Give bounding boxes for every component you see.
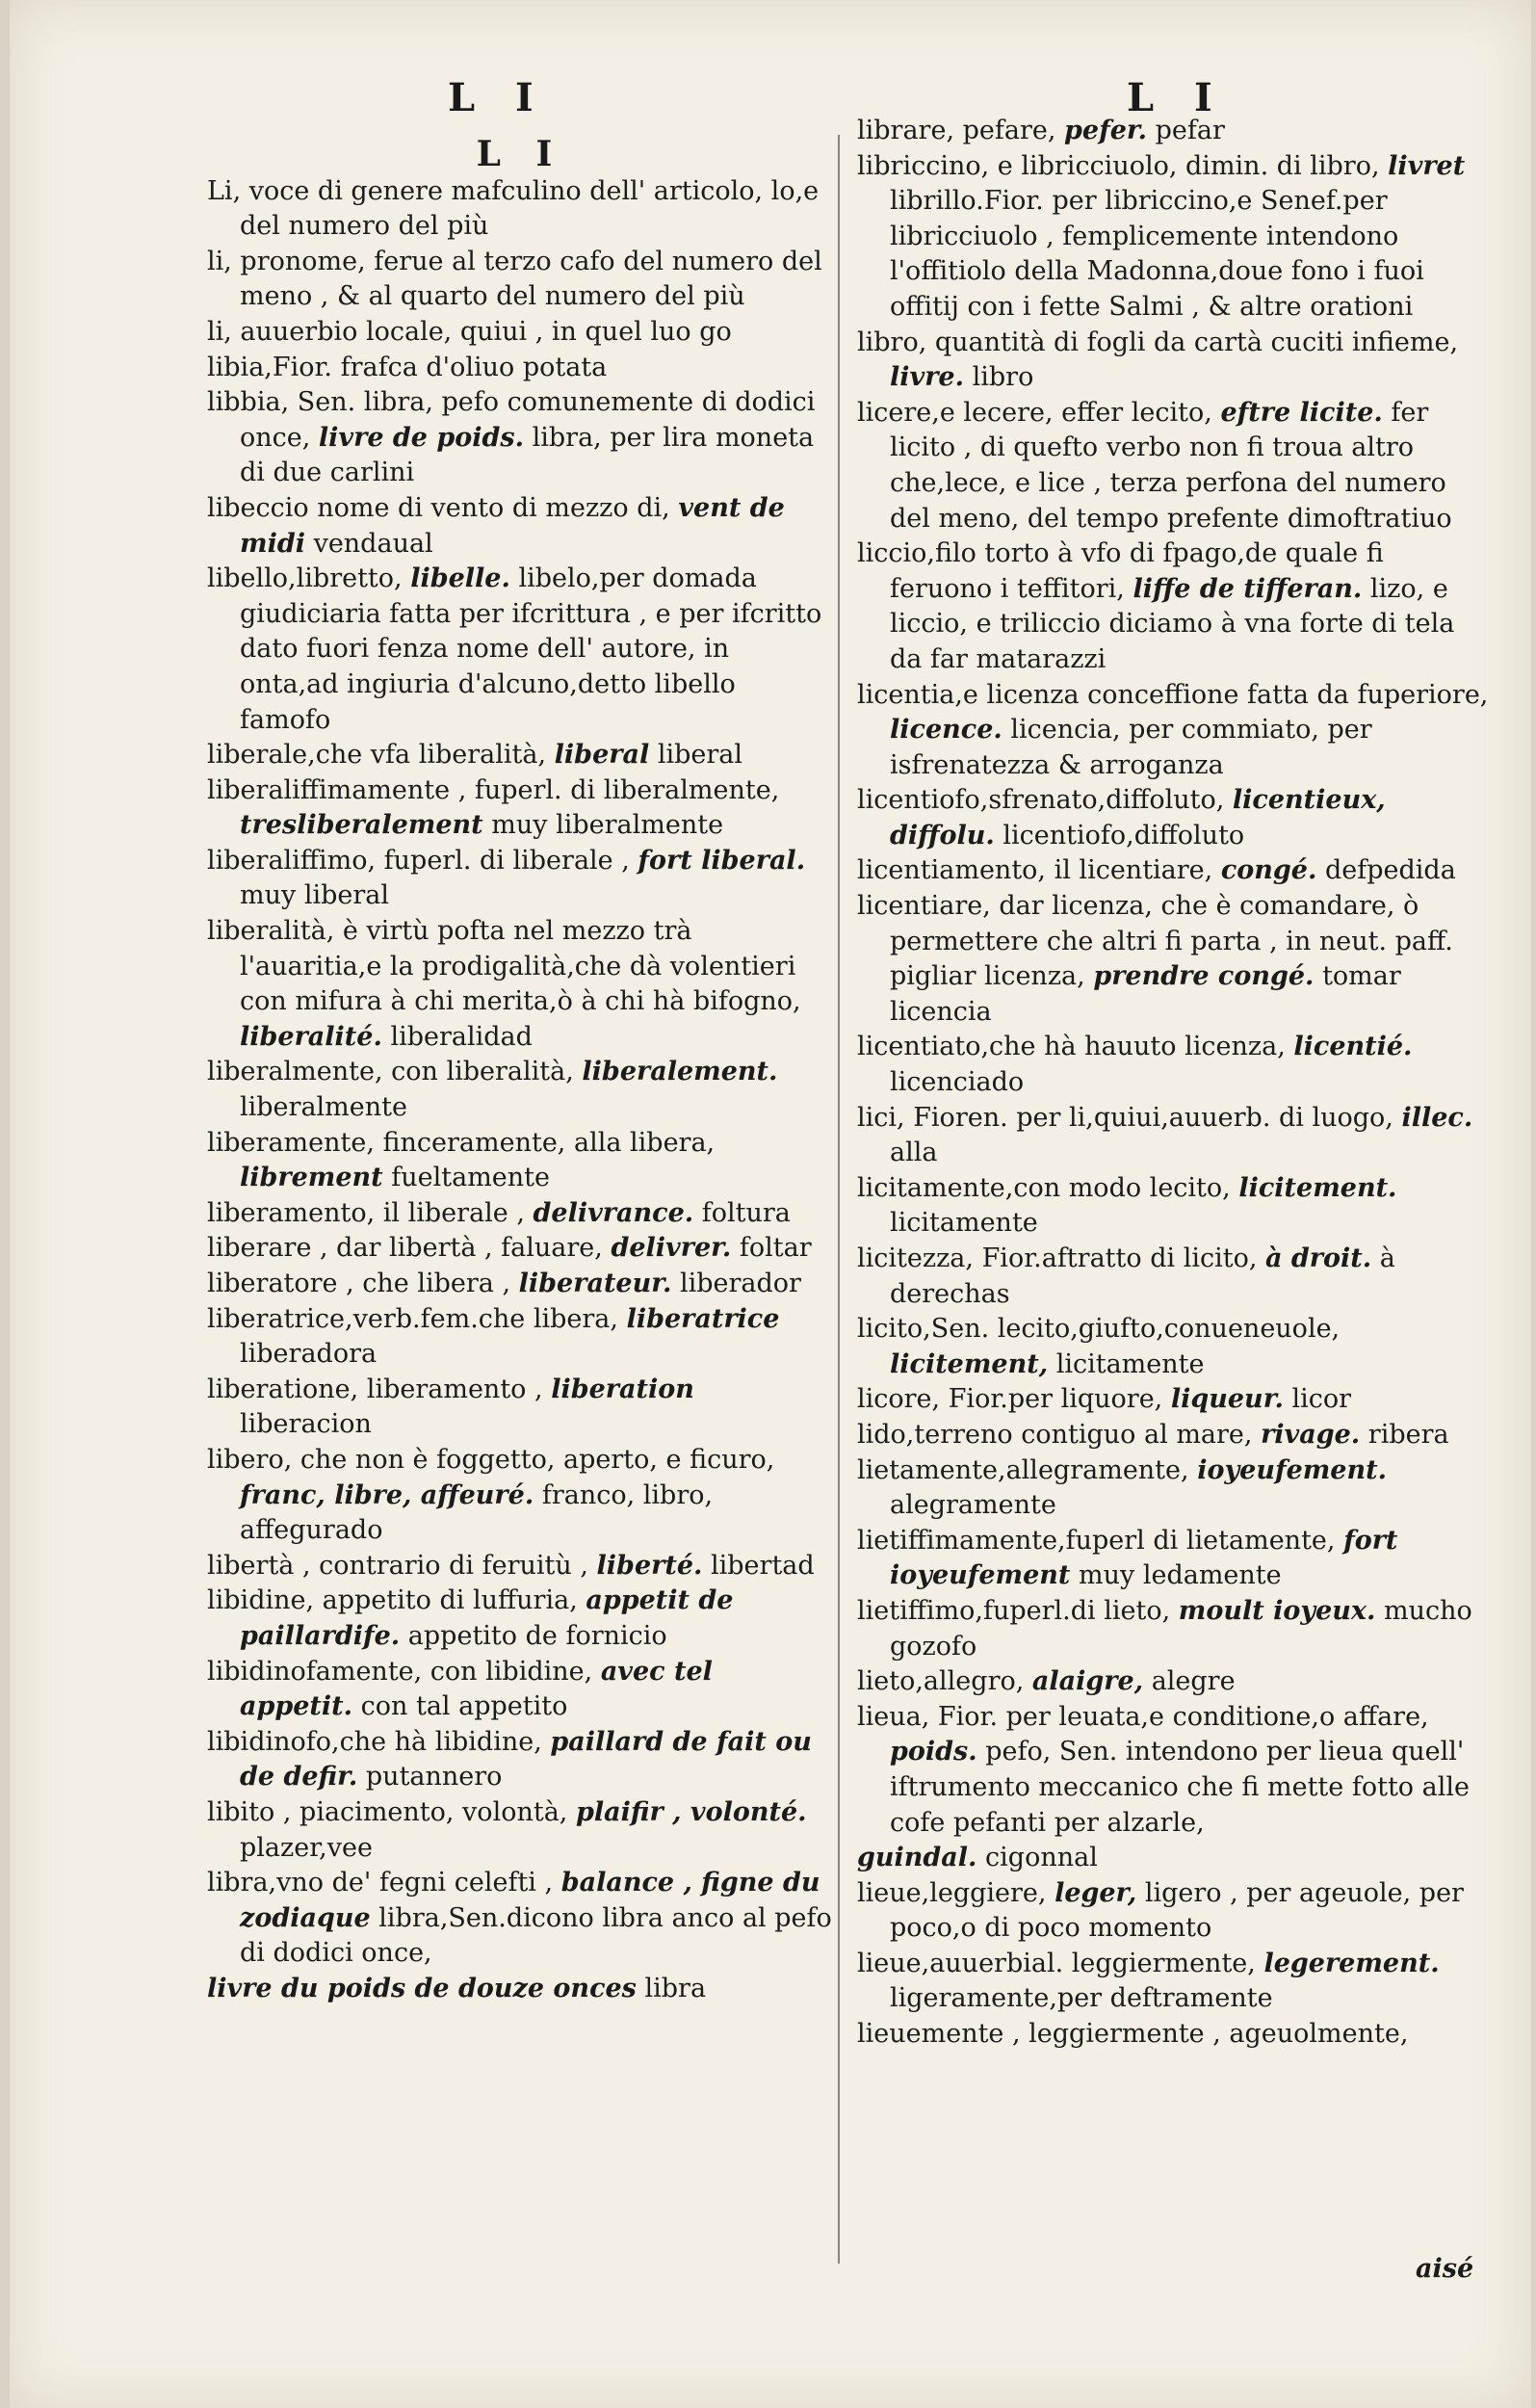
entry-italian: licentiofo,sfrenato,diffoluto, bbox=[857, 785, 1225, 816]
entry-french: à droit. bbox=[1265, 1243, 1372, 1273]
dictionary-entry bbox=[207, 1655, 833, 1725]
dictionary-entry bbox=[207, 844, 833, 914]
entry-french: moult ioyeux. bbox=[1178, 1595, 1376, 1626]
entry-french: poids. bbox=[890, 1737, 977, 1767]
entry-french: liqueur. bbox=[1170, 1384, 1284, 1415]
dictionary-entry bbox=[207, 385, 833, 491]
entry-spanish: fer licito , di quefto verbo non fi troua altro che,lece, e lice , terza perfona del numero del meno, del tempo prefente dimoftratiuo bbox=[890, 397, 1452, 534]
entry-french: appetit de paillardife. bbox=[240, 1585, 734, 1651]
entry-italian: liccio,filo torto à vfo di fpago,de quale fi feruono i teffitori, bbox=[857, 538, 1384, 604]
entry-spanish: licitamente bbox=[890, 1208, 1038, 1239]
entry-italian: licentia,e licenza conceffione fatta da fuperiore, bbox=[857, 679, 1489, 710]
entry-french: guindal. bbox=[857, 1843, 977, 1873]
entry-french: alaigre, bbox=[1031, 1666, 1144, 1697]
entry-spanish: libelo,per domada giudiciaria fatta per ifcrittura , e per ifcritto dato fuori fenza nome dell' autore, in onta,ad ingiuria d'alcuno,detto libello famofo bbox=[240, 563, 822, 735]
entry-spanish: muy liberalmente bbox=[491, 810, 724, 841]
entry-italian: licitezza, Fior.aftratto di licito, bbox=[857, 1243, 1258, 1273]
entry-french: liberatrice bbox=[626, 1303, 780, 1334]
entry-italian: libito , piacimento, volontà, bbox=[207, 1796, 568, 1827]
entry-spanish: vendaual bbox=[313, 528, 433, 559]
entry-spanish: franco, libro, affegurado bbox=[240, 1479, 714, 1546]
entry-spanish: alla bbox=[890, 1138, 938, 1168]
entry-italian: lieue,auuerbial. leggiermente, bbox=[857, 1948, 1256, 1978]
dictionary-entry bbox=[207, 1055, 833, 1125]
entry-french: congé. bbox=[1220, 855, 1317, 886]
entry-italian: libidine, appetito di luffuria, bbox=[207, 1585, 578, 1616]
entry-spanish: mucho gozofo bbox=[890, 1595, 1472, 1662]
right-column bbox=[857, 114, 1493, 2053]
entry-french: vent de midi bbox=[240, 492, 785, 559]
entry-french: avec tel appetit. bbox=[240, 1656, 713, 1722]
entry-french: livre de poids. bbox=[318, 422, 525, 453]
entry-french: balance , figne du zodiaque bbox=[240, 1868, 820, 1933]
entry-spanish: licentiofo,diffoluto bbox=[1002, 820, 1245, 851]
entry-italian: lici, Fioren. per li,quiui,auuerb. di luogo, bbox=[857, 1102, 1393, 1133]
entry-italian: liberaliffimo, fuperl. di liberale , bbox=[207, 845, 630, 876]
dictionary-entry bbox=[207, 1196, 833, 1232]
entry-italian: lido,terreno contiguo al mare, bbox=[857, 1419, 1253, 1450]
entry-italian: liberamento, il liberale , bbox=[207, 1197, 525, 1228]
entry-french: livret bbox=[1388, 150, 1466, 181]
entry-french: liberalement. bbox=[582, 1057, 778, 1087]
dictionary-entry bbox=[857, 1700, 1493, 1841]
entry-italian: liberale,che vfa liberalità, bbox=[207, 740, 547, 771]
entry-spanish: liberadora bbox=[240, 1339, 377, 1370]
entry-spanish: liberalmente bbox=[240, 1092, 407, 1123]
entry-spanish: ligeramente,per deftramente bbox=[890, 1983, 1273, 2014]
entry-spanish: libra,Sen.dicono libra anco al pefo di dodici once, bbox=[240, 1902, 832, 1969]
entry-italian: libello,libretto, bbox=[207, 563, 403, 594]
entry-italian: lieuemente , leggiermente , ageuolmente, bbox=[857, 2019, 1409, 2050]
dictionary-entry bbox=[857, 1524, 1493, 1594]
dictionary-entry bbox=[207, 351, 833, 386]
entry-italian: licito,Sen. lecito,giufto,conueneuole, bbox=[857, 1314, 1341, 1345]
dictionary-entry bbox=[857, 678, 1493, 784]
entry-italian: liberalità, è virtù pofta nel mezzo trà l'auaritia,e la prodigalità,che dà volentieri con mifura à chi merita,ò à chi hà bifogno, bbox=[207, 916, 801, 1017]
entry-french: licentieux, diffolu. bbox=[890, 785, 1386, 851]
entry-french: plaifir , volonté. bbox=[575, 1796, 807, 1827]
entry-italian: libra,vno de' fegni celefti , bbox=[207, 1868, 554, 1898]
entry-french: legerement. bbox=[1263, 1948, 1440, 1978]
entry-italian: licore, Fior.per liquore, bbox=[857, 1384, 1163, 1415]
entry-french: pefer. bbox=[1064, 116, 1148, 145]
dictionary-entry bbox=[857, 149, 1493, 326]
dictionary-entry bbox=[207, 1866, 833, 1972]
entry-italian: licentiamento, il licentiare, bbox=[857, 855, 1213, 886]
dictionary-entry bbox=[857, 1947, 1493, 2017]
entry-italian: libeccio nome di vento di mezzo di, bbox=[207, 492, 670, 523]
entry-italian: libidinofamente, con libidine, bbox=[207, 1656, 593, 1687]
dictionary-entry bbox=[857, 1841, 1493, 1876]
entry-italian: libidinofo,che hà libidine, bbox=[207, 1726, 542, 1757]
entry-french: fort ioyeufement bbox=[890, 1525, 1398, 1591]
dictionary-entry bbox=[207, 1443, 833, 1549]
entry-spanish: putannero bbox=[365, 1762, 503, 1793]
entry-french: delivrance. bbox=[533, 1197, 694, 1228]
dictionary-entry bbox=[207, 1549, 833, 1584]
dictionary-entry bbox=[857, 1876, 1493, 1947]
entry-italian: licitamente,con modo lecito, bbox=[857, 1172, 1231, 1203]
entry-italian: lietamente,allegramente, bbox=[857, 1454, 1189, 1485]
dictionary-entry bbox=[207, 914, 833, 1055]
entry-french: delivrer. bbox=[611, 1233, 732, 1264]
entry-italian: liberatione, liberamento , bbox=[207, 1374, 543, 1404]
dictionary-entry bbox=[207, 773, 833, 844]
dictionary-entry bbox=[857, 1453, 1493, 1524]
entry-spanish: pefar bbox=[1155, 116, 1225, 145]
dictionary-entry bbox=[207, 491, 833, 562]
dictionary-entry bbox=[207, 1584, 833, 1654]
dictionary-entry bbox=[857, 1664, 1493, 1700]
entry-italian: libertà , contrario di feruitù , bbox=[207, 1550, 588, 1581]
entry-spanish: liberador bbox=[679, 1269, 801, 1298]
dictionary-entry bbox=[857, 1171, 1493, 1242]
dictionary-entry bbox=[857, 2017, 1493, 2053]
dictionary-entry bbox=[207, 1231, 833, 1267]
dictionary-entry bbox=[207, 245, 833, 315]
entry-spanish: muy ledamente bbox=[1079, 1560, 1282, 1591]
entry-french: illec. bbox=[1401, 1102, 1473, 1133]
entry-french: licentié. bbox=[1293, 1032, 1413, 1062]
entry-italian: libbia, Sen. libra, pefo comunemente di dodici once, bbox=[207, 387, 816, 453]
dictionary-entry bbox=[857, 1030, 1493, 1100]
entry-french: paillard de fait ou de defir. bbox=[240, 1726, 812, 1793]
entry-spanish: ribera bbox=[1367, 1419, 1449, 1450]
entry-spanish: alegre bbox=[1151, 1666, 1236, 1697]
entry-italian: lieto,allegro, bbox=[857, 1666, 1025, 1697]
entry-french: franc, libre, affeuré. bbox=[240, 1479, 534, 1510]
entry-french: fort liberal. bbox=[638, 845, 806, 876]
dictionary-entry bbox=[857, 326, 1493, 396]
entry-french: rivage. bbox=[1261, 1419, 1361, 1450]
entry-french: liberateur. bbox=[518, 1269, 672, 1298]
entry-italian: libia,Fior. frafca d'oliuo potata bbox=[207, 352, 608, 382]
entry-french: licence. bbox=[890, 715, 1002, 746]
entry-spanish: cigonnal bbox=[985, 1843, 1098, 1873]
dictionary-entry bbox=[207, 1972, 833, 2007]
catchword: aisé bbox=[1416, 2254, 1474, 2284]
entry-spanish: foltar bbox=[739, 1233, 812, 1264]
entry-spanish: libra, per lira moneta di due carlini bbox=[240, 422, 815, 488]
entry-italian: libro, quantità di fogli da cartà cuciti infieme, bbox=[857, 327, 1459, 357]
entry-french: liffe de tifferan. bbox=[1132, 573, 1363, 604]
entry-french: licitement, bbox=[890, 1348, 1049, 1379]
entry-spanish: licor bbox=[1291, 1384, 1351, 1415]
entry-french: eftre licite. bbox=[1220, 397, 1383, 428]
entry-spanish: à derechas bbox=[890, 1243, 1395, 1309]
entry-spanish: licitamente bbox=[1055, 1348, 1205, 1379]
dictionary-entry bbox=[857, 1382, 1493, 1418]
dictionary-entry bbox=[207, 1267, 833, 1302]
entry-spanish: con tal appetito bbox=[360, 1691, 568, 1722]
entry-spanish: liberal bbox=[657, 740, 742, 771]
dictionary-entry bbox=[207, 1126, 833, 1196]
entry-spanish: licenciado bbox=[890, 1067, 1025, 1098]
entry-spanish: liberalidad bbox=[390, 1021, 533, 1052]
dictionary-entry bbox=[207, 315, 833, 351]
entry-spanish: alegramente bbox=[890, 1490, 1056, 1521]
entry-spanish: ligero , per ageuole, per poco,o di poco momento bbox=[890, 1877, 1464, 1944]
dictionary-entry bbox=[207, 174, 833, 245]
entry-spanish: liberacion bbox=[240, 1409, 372, 1440]
entry-spanish: licencia, per commiato, per isfrenatezza & arroganza bbox=[890, 715, 1372, 780]
entry-spanish: libertad bbox=[711, 1550, 815, 1581]
entry-french: libelle. bbox=[410, 563, 510, 594]
entry-italian: lieua, Fior. per leuata,e conditione,o affare, bbox=[857, 1701, 1429, 1732]
dictionary-entry bbox=[207, 738, 833, 773]
dictionary-entry bbox=[857, 853, 1493, 889]
dictionary-entry bbox=[857, 783, 1493, 853]
dictionary-entry bbox=[857, 1101, 1493, 1171]
dictionary-entry bbox=[207, 1373, 833, 1443]
entry-spanish: lizo, e liccio, e triliccio diciamo à vna forte di tela da far matarazzi bbox=[890, 573, 1455, 674]
entry-italian: lietiffimo,fuperl.di lieto, bbox=[857, 1595, 1171, 1626]
dictionary-entry bbox=[207, 1795, 833, 1866]
dictionary-entry bbox=[857, 1242, 1493, 1312]
entry-spanish: pefo, Sen. intendono per lieua quell' iftrumento meccanico che fi mette fotto alle cofe pefanti per alzarle, bbox=[890, 1737, 1470, 1838]
entry-italian: librare, pefare, bbox=[857, 116, 1056, 145]
entry-french: livre. bbox=[890, 362, 965, 393]
dictionary-entry bbox=[207, 562, 833, 738]
entry-spanish: fueltamente bbox=[391, 1163, 550, 1193]
entry-italian: liberaliffimamente , fuperl. di liberalmente, bbox=[207, 774, 780, 805]
dictionary-entry bbox=[857, 889, 1493, 1030]
dictionary-entry bbox=[857, 396, 1493, 537]
entry-italian: li, pronome, ferue al terzo cafo del numero del meno , & al quarto del numero del più bbox=[207, 246, 822, 312]
entry-italian: li, auuerbio locale, quiui , in quel luo go bbox=[207, 316, 732, 347]
entry-french: liberté. bbox=[596, 1550, 703, 1581]
column-divider bbox=[838, 135, 840, 2264]
entry-italian: liberare , dar libertà , faluare, bbox=[207, 1233, 603, 1264]
dictionary-entry bbox=[857, 114, 1493, 149]
entry-italian: liberalmente, con liberalità, bbox=[207, 1057, 574, 1087]
entry-italian: liberamente, finceramente, alla libera, bbox=[207, 1127, 716, 1158]
left-subheader: L I bbox=[476, 134, 564, 174]
entry-italian: lieue,leggiere, bbox=[857, 1877, 1047, 1908]
entry-french: livre du poids de douze onces bbox=[207, 1973, 637, 2003]
entry-italian: lietiffimamente,fuperl di lietamente, bbox=[857, 1525, 1336, 1556]
dictionary-entry bbox=[857, 537, 1493, 677]
dictionary-page bbox=[10, 0, 1531, 2408]
entry-italian: liberatrice,verb.fem.che libera, bbox=[207, 1303, 618, 1334]
entry-french: ioyeufement. bbox=[1197, 1454, 1387, 1485]
entry-italian: libero, che non è foggetto, aperto, e ficuro, bbox=[207, 1444, 775, 1475]
entry-french: liberalité. bbox=[240, 1021, 382, 1052]
entry-italian: licentiare, dar licenza, che è comandare, ò permettere che altri fi parta , in neut. paff. pigliar licenza, bbox=[857, 891, 1453, 992]
entry-italian: licere,e lecere, effer lecito, bbox=[857, 397, 1212, 428]
entry-spanish: foltura bbox=[701, 1197, 791, 1228]
entry-spanish: plazer,vee bbox=[240, 1832, 373, 1863]
entry-spanish: tomar licencia bbox=[890, 961, 1401, 1027]
entry-spanish: appetito de fornicio bbox=[407, 1620, 667, 1651]
entry-spanish: libro bbox=[972, 362, 1034, 393]
dictionary-entry bbox=[207, 1725, 833, 1795]
entry-italian: Li, voce di genere mafculino dell' articolo, lo,e del numero del più bbox=[207, 175, 820, 242]
page-header-right: L I bbox=[1127, 75, 1226, 120]
entry-french: liberation bbox=[551, 1374, 694, 1404]
entry-italian: libriccino, e libricciuolo, dimin. di libro, bbox=[857, 150, 1380, 181]
left-column bbox=[207, 134, 833, 2006]
dictionary-entry bbox=[857, 1594, 1493, 1664]
entry-spanish: defpedida bbox=[1324, 855, 1456, 886]
entry-french: tresliberalement bbox=[240, 810, 483, 841]
entry-italian: licentiato,che hà hauuto licenza, bbox=[857, 1032, 1286, 1062]
entry-italian: liberatore , che libera , bbox=[207, 1269, 511, 1298]
dictionary-entry bbox=[857, 1312, 1493, 1382]
entry-french: liberal bbox=[554, 740, 650, 771]
entry-spanish: librillo.Fior. per libriccino,e Senef.per libricciuolo , femplicemente intendono l'offitiolo della Madonna,doue fono i fuoi offitij con i fette Salmi , & altre orationi bbox=[890, 186, 1424, 322]
dictionary-entry bbox=[857, 1418, 1493, 1453]
page-header-left: L I bbox=[448, 75, 547, 120]
entry-french: prendre congé. bbox=[1093, 961, 1315, 992]
entry-french: leger, bbox=[1054, 1877, 1137, 1908]
entry-french: licitement. bbox=[1238, 1172, 1397, 1203]
entry-spanish: libra bbox=[644, 1973, 707, 2003]
entry-french: librement bbox=[240, 1163, 383, 1193]
dictionary-entry bbox=[207, 1302, 833, 1373]
entry-spanish: muy liberal bbox=[240, 880, 389, 911]
